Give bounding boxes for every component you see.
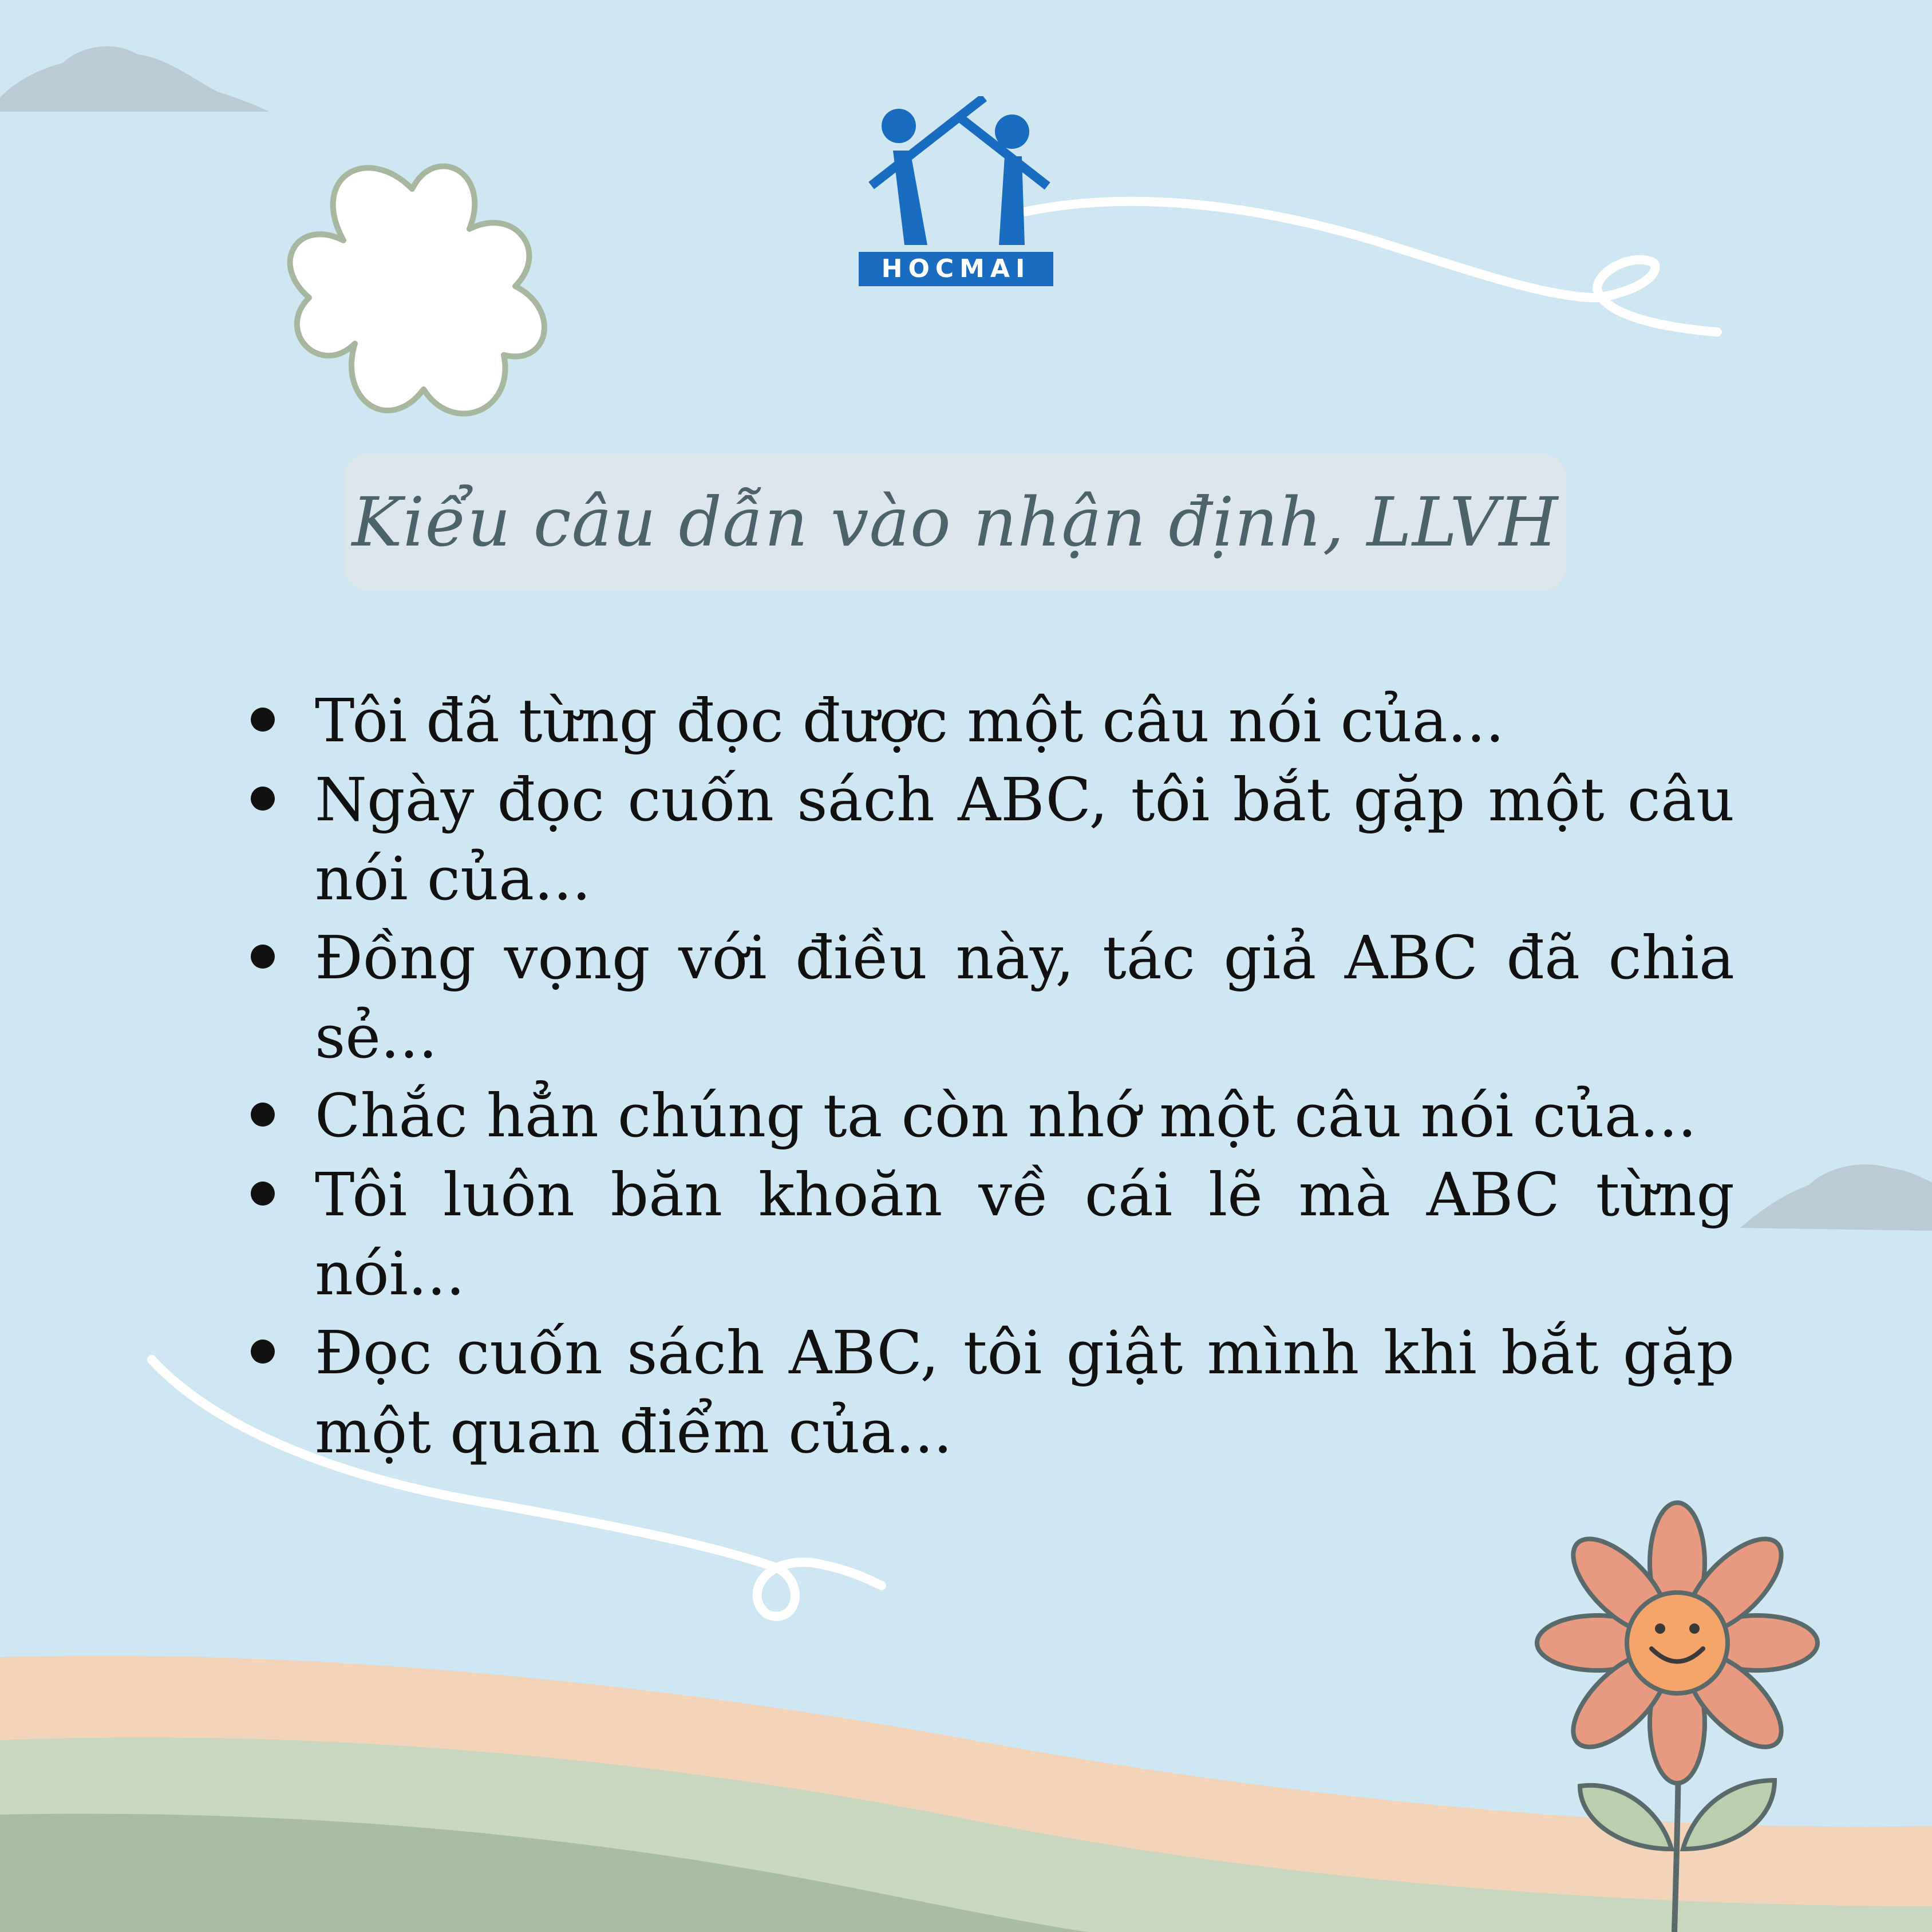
list-item [246, 681, 1735, 760]
swirl-top-right [1025, 202, 1717, 332]
title-banner [345, 454, 1566, 590]
logo-text: HOCMAI [881, 254, 1031, 283]
bullet-icon [251, 1182, 275, 1206]
bullet-icon [251, 945, 275, 969]
list-item [246, 1076, 1735, 1155]
bullet-icon [251, 787, 275, 811]
list-item-text: Tôi đã từng đọc được một câu nói của... [315, 686, 1504, 756]
page-title: Kiểu câu dẫn vào nhận định, LLVH [351, 483, 1559, 562]
cloud-right [1740, 1164, 1932, 1231]
list-item-text: Tôi luôn băn khoăn về cái lẽ mà ABC từng nói... [315, 1160, 1735, 1309]
list-item-text: Đồng vọng với điều này, tác giả ABC đã chia sẻ... [315, 923, 1735, 1072]
cloud-top-left [0, 46, 269, 112]
list-item [246, 918, 1735, 1076]
list-item-text: Đọc cuốn sách ABC, tôi giật mình khi bắt gặp một quan điểm của... [315, 1318, 1735, 1467]
bullet-icon [251, 1340, 275, 1364]
list-item [246, 1313, 1735, 1471]
list-item [246, 760, 1735, 918]
white-flower [290, 166, 544, 413]
list-item [246, 1155, 1735, 1313]
list-item-text: Chắc hẳn chúng ta còn nhớ một câu nói của... [315, 1081, 1697, 1151]
sentence-list [246, 681, 1735, 1471]
list-item-text: Ngày đọc cuốn sách ABC, tôi bắt gặp một câu nói của... [315, 765, 1735, 914]
bullet-icon [251, 1103, 275, 1127]
bullet-icon [251, 708, 275, 732]
